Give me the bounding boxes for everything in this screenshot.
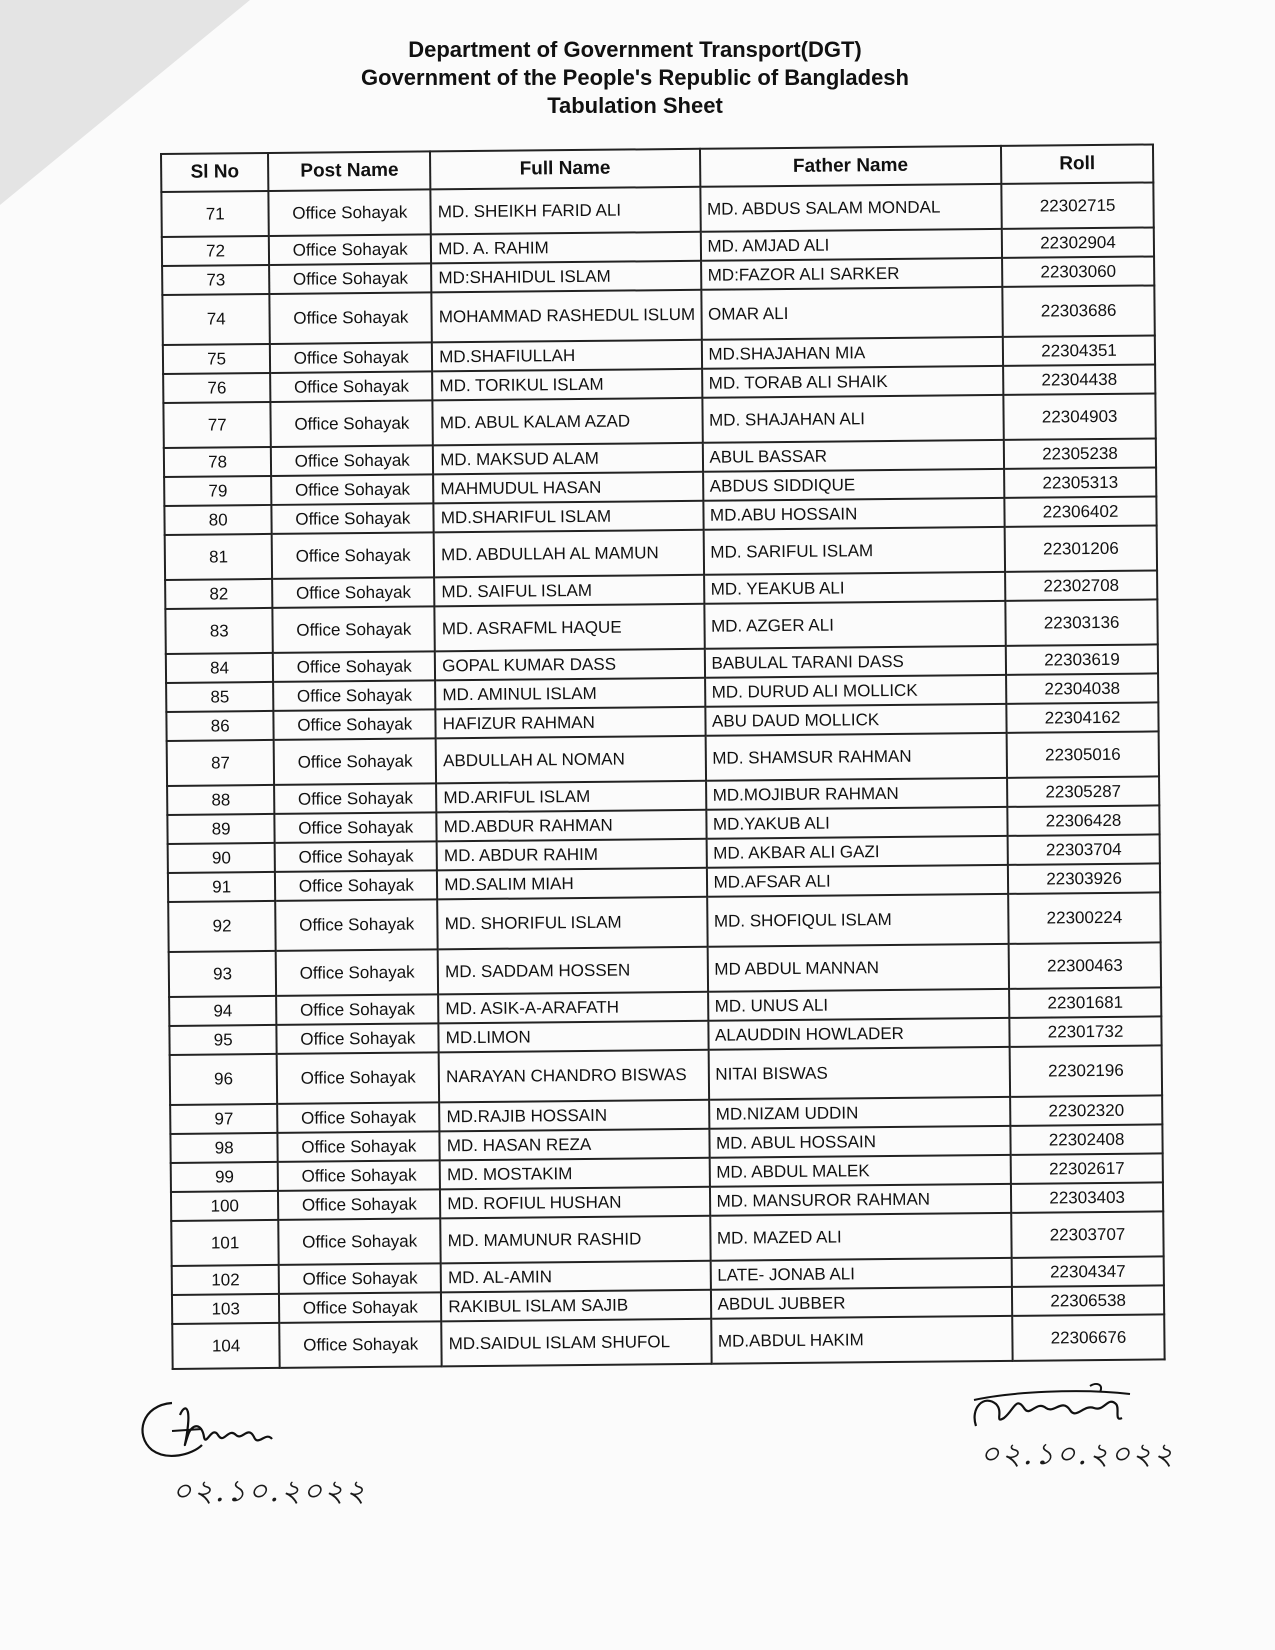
cell-full-name: MD.SAIDUL ISLAM SHUFOL bbox=[441, 1319, 711, 1367]
cell-full-name: MD. SAIFUL ISLAM bbox=[434, 575, 704, 607]
cell-sl-no: 71 bbox=[161, 191, 269, 237]
cell-sl-no: 87 bbox=[167, 740, 275, 786]
cell-roll: 22304162 bbox=[1006, 702, 1158, 732]
cell-sl-no: 96 bbox=[170, 1054, 278, 1105]
cell-full-name: MD. AMINUL ISLAM bbox=[435, 678, 705, 710]
cell-roll: 22300224 bbox=[1008, 892, 1160, 943]
cell-father-name: ABDUL JUBBER bbox=[710, 1287, 1012, 1319]
cell-roll: 22301206 bbox=[1005, 525, 1157, 571]
cell-father-name: MD. SARIFUL ISLAM bbox=[703, 527, 1005, 575]
cell-full-name: MD.ARIFUL ISLAM bbox=[436, 781, 706, 813]
cell-roll: 22300463 bbox=[1009, 942, 1161, 988]
cell-post-name: Office Sohayak bbox=[277, 1023, 439, 1054]
cell-father-name: MD. SHAMSUR RAHMAN bbox=[705, 733, 1007, 781]
cell-father-name: NITAI BISWAS bbox=[708, 1047, 1010, 1100]
cell-full-name: MD. HASAN REZA bbox=[440, 1129, 710, 1161]
cell-father-name: MD.NIZAM UDDIN bbox=[709, 1097, 1011, 1129]
cell-full-name: MD. ASRAFML HAQUE bbox=[435, 604, 705, 652]
cell-full-name: MD. SHORIFUL ISLAM bbox=[437, 897, 707, 950]
cell-post-name: Office Sohayak bbox=[274, 738, 436, 785]
cell-sl-no: 76 bbox=[163, 373, 271, 403]
cell-full-name: HAFIZUR RAHMAN bbox=[436, 707, 706, 739]
cell-sl-no: 86 bbox=[166, 711, 274, 741]
cell-roll: 22305016 bbox=[1007, 731, 1159, 777]
cell-post-name: Office Sohayak bbox=[279, 1292, 441, 1323]
cell-sl-no: 101 bbox=[171, 1220, 279, 1266]
cell-post-name: Office Sohayak bbox=[275, 899, 437, 951]
cell-sl-no: 90 bbox=[168, 843, 276, 873]
cell-father-name: MD. YEAKUB ALI bbox=[704, 572, 1006, 604]
cell-roll: 22306402 bbox=[1004, 496, 1156, 526]
cell-full-name: NARAYAN CHANDRO BISWAS bbox=[439, 1050, 709, 1103]
cell-father-name: MD. MAZED ALI bbox=[710, 1213, 1012, 1261]
cell-sl-no: 77 bbox=[163, 402, 271, 448]
cell-full-name: MD. ABDUR RAHIM bbox=[437, 839, 707, 871]
cell-father-name: MD.ABU HOSSAIN bbox=[703, 498, 1005, 530]
cell-post-name: Office Sohayak bbox=[269, 189, 431, 236]
cell-post-name: Office Sohayak bbox=[270, 292, 432, 344]
cell-sl-no: 75 bbox=[163, 344, 271, 374]
cell-roll: 22303619 bbox=[1006, 644, 1158, 674]
cell-father-name: ALAUDDIN HOWLADER bbox=[708, 1018, 1010, 1050]
cell-roll: 22303060 bbox=[1002, 256, 1154, 286]
cell-roll: 22304438 bbox=[1003, 364, 1155, 394]
cell-father-name: MD. UNUS ALI bbox=[708, 989, 1010, 1021]
cell-sl-no: 93 bbox=[169, 951, 277, 997]
cell-sl-no: 99 bbox=[171, 1162, 279, 1192]
cell-full-name: MOHAMMAD RASHEDUL ISLUM bbox=[432, 290, 702, 343]
cell-post-name: Office Sohayak bbox=[278, 1189, 440, 1220]
left-signature-mark bbox=[132, 1395, 292, 1465]
cell-father-name: MD. ABDUL MALEK bbox=[709, 1155, 1011, 1187]
cell-full-name: MD. A. RAHIM bbox=[431, 232, 701, 264]
cell-father-name: MD. SHOFIQUL ISLAM bbox=[707, 894, 1009, 947]
cell-roll: 22301681 bbox=[1009, 987, 1161, 1017]
table-row bbox=[172, 1314, 1164, 1369]
cell-post-name: Office Sohayak bbox=[280, 1321, 442, 1368]
cell-roll: 22306538 bbox=[1012, 1285, 1164, 1315]
cell-full-name: GOPAL KUMAR DASS bbox=[435, 649, 705, 681]
cell-father-name: MD.ABDUL HAKIM bbox=[711, 1316, 1013, 1364]
cell-father-name: MD. AKBAR ALI GAZI bbox=[706, 836, 1008, 868]
cell-full-name: MD. ROFIUL HUSHAN bbox=[440, 1187, 710, 1219]
cell-sl-no: 73 bbox=[162, 265, 270, 295]
cell-father-name: MD. ABUL HOSSAIN bbox=[709, 1126, 1011, 1158]
cell-father-name: MD. AZGER ALI bbox=[704, 601, 1006, 649]
cell-post-name: Office Sohayak bbox=[270, 371, 432, 402]
cell-roll: 22302617 bbox=[1011, 1153, 1163, 1183]
cell-post-name: Office Sohayak bbox=[272, 532, 434, 579]
cell-roll: 22305287 bbox=[1007, 776, 1159, 806]
cell-post-name: Office Sohayak bbox=[277, 1052, 439, 1104]
cell-roll: 22303707 bbox=[1011, 1211, 1163, 1257]
cell-father-name: OMAR ALI bbox=[701, 287, 1003, 340]
cell-post-name: Office Sohayak bbox=[276, 949, 438, 996]
cell-father-name: MD.SHAJAHAN MIA bbox=[701, 337, 1003, 369]
cell-post-name: Office Sohayak bbox=[277, 1102, 439, 1133]
cell-post-name: Office Sohayak bbox=[269, 234, 431, 265]
cell-sl-no: 92 bbox=[168, 901, 276, 952]
cell-full-name: MD.SHAFIULLAH bbox=[432, 340, 702, 372]
cell-roll: 22304351 bbox=[1003, 335, 1155, 365]
cell-roll: 22303704 bbox=[1008, 834, 1160, 864]
table-body bbox=[161, 182, 1164, 1368]
cell-post-name: Office Sohayak bbox=[271, 474, 433, 505]
cell-sl-no: 72 bbox=[162, 236, 270, 266]
cell-sl-no: 94 bbox=[169, 996, 277, 1026]
cell-post-name: Office Sohayak bbox=[273, 606, 435, 653]
cell-father-name: MD:FAZOR ALI SARKER bbox=[701, 258, 1003, 290]
column-header-father-name: Father Name bbox=[699, 146, 1001, 187]
cell-father-name: MD. SHAJAHAN ALI bbox=[702, 395, 1004, 443]
cell-father-name: BABULAL TARANI DASS bbox=[704, 646, 1006, 678]
cell-roll: 22306676 bbox=[1012, 1314, 1164, 1360]
cell-full-name: MD.LIMON bbox=[439, 1021, 709, 1053]
cell-father-name: MD ABDUL MANNAN bbox=[707, 944, 1009, 992]
cell-father-name: ABDUS SIDDIQUE bbox=[703, 469, 1005, 501]
cell-full-name: MD. MOSTAKIM bbox=[440, 1158, 710, 1190]
cell-post-name: Office Sohayak bbox=[275, 870, 437, 901]
left-signature bbox=[132, 1395, 368, 1509]
cell-full-name: MD. MAKSUD ALAM bbox=[433, 443, 703, 475]
column-header-post-name: Post Name bbox=[268, 151, 430, 191]
cell-roll: 22302320 bbox=[1010, 1095, 1162, 1125]
cell-roll: 22302708 bbox=[1005, 570, 1157, 600]
cell-roll: 22302408 bbox=[1011, 1124, 1163, 1154]
cell-roll: 22301732 bbox=[1009, 1016, 1161, 1046]
cell-sl-no: 74 bbox=[162, 294, 270, 345]
cell-sl-no: 91 bbox=[168, 872, 276, 902]
cell-sl-no: 100 bbox=[171, 1191, 279, 1221]
right-signature-date: ০২.১০.২০২২ bbox=[980, 1437, 1176, 1472]
cell-post-name: Office Sohayak bbox=[275, 841, 437, 872]
cell-post-name: Office Sohayak bbox=[278, 1131, 440, 1162]
cell-roll: 22306428 bbox=[1007, 805, 1159, 835]
cell-roll: 22302904 bbox=[1002, 227, 1154, 257]
cell-full-name: MD. TORIKUL ISLAM bbox=[432, 369, 702, 401]
cell-father-name: ABUL BASSAR bbox=[702, 440, 1004, 472]
cell-sl-no: 98 bbox=[170, 1133, 278, 1163]
column-header-full-name: Full Name bbox=[430, 149, 700, 190]
cell-post-name: Office Sohayak bbox=[271, 400, 433, 447]
cell-full-name: MD.SHARIFUL ISLAM bbox=[434, 501, 704, 533]
cell-post-name: Office Sohayak bbox=[275, 812, 437, 843]
cell-sl-no: 85 bbox=[166, 682, 274, 712]
cell-sl-no: 81 bbox=[165, 534, 273, 580]
cell-sl-no: 103 bbox=[172, 1294, 280, 1324]
cell-sl-no: 97 bbox=[170, 1104, 278, 1134]
document-header bbox=[0, 36, 1275, 120]
cell-post-name: Office Sohayak bbox=[271, 445, 433, 476]
header-department: Department of Government Transport(DGT) bbox=[408, 37, 862, 62]
cell-roll: 22304347 bbox=[1012, 1256, 1164, 1286]
cell-full-name: MD. SADDAM HOSSEN bbox=[438, 947, 708, 995]
cell-full-name: MD:SHAHIDUL ISLAM bbox=[431, 261, 701, 293]
cell-post-name: Office Sohayak bbox=[272, 503, 434, 534]
cell-full-name: MD.ABDUR RAHMAN bbox=[437, 810, 707, 842]
cell-sl-no: 89 bbox=[167, 814, 275, 844]
cell-full-name: MD. ASIK-A-ARAFATH bbox=[438, 992, 708, 1024]
cell-sl-no: 80 bbox=[164, 505, 272, 535]
cell-post-name: Office Sohayak bbox=[278, 1160, 440, 1191]
cell-post-name: Office Sohayak bbox=[274, 709, 436, 740]
tabulation-table bbox=[160, 143, 1166, 1369]
cell-roll: 22302196 bbox=[1010, 1045, 1162, 1096]
cell-post-name: Office Sohayak bbox=[270, 342, 432, 373]
cell-sl-no: 79 bbox=[164, 476, 272, 506]
cell-father-name: MD. TORAB ALI SHAIK bbox=[702, 366, 1004, 398]
cell-sl-no: 104 bbox=[172, 1323, 280, 1369]
cell-sl-no: 102 bbox=[172, 1265, 280, 1295]
cell-sl-no: 82 bbox=[165, 579, 273, 609]
cell-full-name: RAKIBUL ISLAM SAJIB bbox=[441, 1290, 711, 1322]
cell-sl-no: 83 bbox=[165, 608, 273, 654]
cell-post-name: Office Sohayak bbox=[279, 1263, 441, 1294]
cell-father-name: MD. AMJAD ALI bbox=[700, 229, 1002, 261]
header-sheet-title: Tabulation Sheet bbox=[547, 93, 723, 118]
cell-roll: 22304038 bbox=[1006, 673, 1158, 703]
cell-sl-no: 95 bbox=[169, 1025, 277, 1055]
cell-full-name: MD. AL-AMIN bbox=[441, 1261, 711, 1293]
cell-full-name: MD. ABDULLAH AL MAMUN bbox=[434, 530, 704, 578]
cell-father-name: MD.AFSAR ALI bbox=[706, 865, 1008, 897]
column-header-sl-no: Sl No bbox=[161, 153, 269, 192]
cell-roll: 22303136 bbox=[1005, 599, 1157, 645]
cell-roll: 22305238 bbox=[1004, 438, 1156, 468]
cell-post-name: Office Sohayak bbox=[279, 1218, 441, 1265]
cell-roll: 22305313 bbox=[1004, 467, 1156, 497]
cell-full-name: MD. SHEIKH FARID ALI bbox=[431, 187, 701, 235]
cell-roll: 22304903 bbox=[1004, 393, 1156, 439]
cell-full-name: MD. ABUL KALAM AZAD bbox=[433, 398, 703, 446]
cell-post-name: Office Sohayak bbox=[276, 994, 438, 1025]
cell-roll: 22303686 bbox=[1002, 285, 1154, 336]
cell-full-name: ABDULLAH AL NOMAN bbox=[436, 736, 706, 784]
cell-father-name: MD. ABDUS SALAM MONDAL bbox=[700, 184, 1002, 232]
cell-roll: 22302715 bbox=[1001, 182, 1153, 228]
cell-roll: 22303926 bbox=[1008, 863, 1160, 893]
cell-full-name: MD.SALIM MIAH bbox=[437, 868, 707, 900]
cell-father-name: MD. DURUD ALI MOLLICK bbox=[705, 675, 1007, 707]
cell-father-name: MD. MANSUROR RAHMAN bbox=[709, 1184, 1011, 1216]
cell-post-name: Office Sohayak bbox=[274, 783, 436, 814]
cell-full-name: MD.RAJIB HOSSAIN bbox=[439, 1100, 709, 1132]
cell-sl-no: 84 bbox=[166, 653, 274, 683]
cell-father-name: LATE- JONAB ALI bbox=[710, 1258, 1012, 1290]
cell-post-name: Office Sohayak bbox=[272, 577, 434, 608]
cell-sl-no: 78 bbox=[164, 447, 272, 477]
cell-father-name: MD.MOJIBUR RAHMAN bbox=[706, 778, 1008, 810]
cell-post-name: Office Sohayak bbox=[273, 680, 435, 711]
cell-father-name: ABU DAUD MOLLICK bbox=[705, 704, 1007, 736]
right-signature-mark bbox=[970, 1378, 1140, 1438]
cell-sl-no: 88 bbox=[167, 785, 275, 815]
left-signature-date: ০২.১০.২০২২ bbox=[172, 1474, 368, 1509]
cell-roll: 22303403 bbox=[1011, 1182, 1163, 1212]
cell-full-name: MAHMUDUL HASAN bbox=[433, 472, 703, 504]
cell-father-name: MD.YAKUB ALI bbox=[706, 807, 1008, 839]
right-signature bbox=[970, 1378, 1176, 1472]
cell-post-name: Office Sohayak bbox=[269, 263, 431, 294]
header-government: Government of the People's Republic of Bangladesh bbox=[361, 65, 909, 90]
column-header-roll: Roll bbox=[1001, 144, 1153, 183]
cell-post-name: Office Sohayak bbox=[273, 651, 435, 682]
cell-full-name: MD. MAMUNUR RASHID bbox=[440, 1216, 710, 1264]
